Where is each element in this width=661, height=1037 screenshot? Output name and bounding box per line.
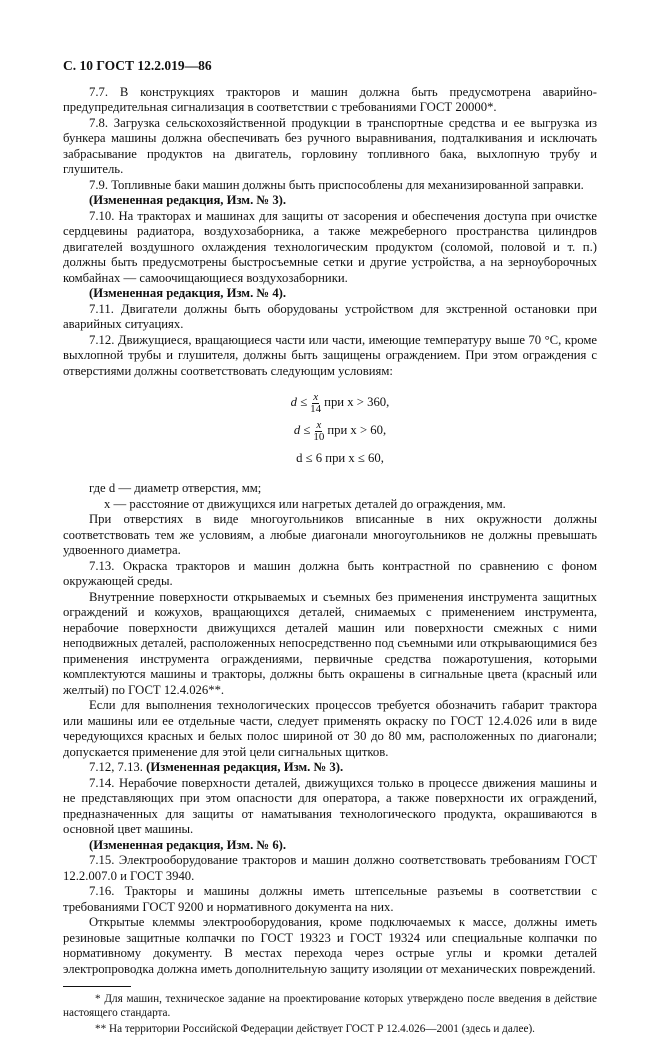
formula-condition: при x > 360, xyxy=(324,395,390,410)
formula-lhs: d ≤ 6 xyxy=(296,451,323,466)
footnote-1: * Для машин, техническое задание на проектирование которых утверждено после введения в действие настоящего стандарта. xyxy=(63,993,597,1019)
document-page xyxy=(63,58,597,1037)
clause-7-10: 7.10. На тракторах и машинах для защиты от засорения и обеспечения доступа при очистке сердцевины радиатора, воздухозаборника, а также межреберного пространства цилиндров двигателей воздушного охлаждения технологическим продуктом (соломой, половой и т. п.) должны быть предусмотрены быстросъемные сетки и другие устройства, а на зерноуборочных комбайнах — самоочищающиеся воздухозаборники. xyxy=(63,208,597,285)
inner-surfaces: Внутренние поверхности открываемых и съемных без применения инструмента защитных ограждений и кожухов, вращающихся деталей, снимаемых с применением инструмента, нерабочие поверхности движущихся деталей машин или поверхности смежных с ними неподвижных деталей, расположенных непосредственно под съемными или открывающимися без применения инструмента ограждениями, первичные средства пожаротушения, которыми комплектуются машины и тракторы, должны быть окрашены в сигнальные цвета (красный или желтый) по ГОСТ 12.4.026**. xyxy=(63,589,597,697)
clause-7-15: 7.15. Электрооборудование тракторов и машин должно соответствовать требованиям ГОСТ 12.2.007.0 и ГОСТ 3940. xyxy=(63,853,597,883)
formula-2 xyxy=(83,417,597,445)
formulas xyxy=(63,389,597,473)
clause-refs: 7.12, 7.13. xyxy=(89,760,147,774)
clause-7-13: 7.13. Окраска тракторов и машин должна быть контрастной по сравнению с фоном окружающей среды. xyxy=(63,558,597,588)
terminals: Открытые клеммы электрооборудования, кроме подключаемых к массе, должны иметь резиновые защитные колпачки по ГОСТ 19323 и ГОСТ 19324 или специальные колпачки по нормативному документу. В местах перехода через острые углы и кромки деталей электропроводка должна иметь дополнительную защиту изоляции от механических повреждений. xyxy=(63,915,597,976)
page-header: С. 10 ГОСТ 12.2.019—86 xyxy=(63,58,212,73)
revision-note: (Измененная редакция, Изм. № 3). xyxy=(89,193,287,207)
denominator: 10 xyxy=(313,430,325,443)
polygon-openings: При отверстиях в виде многоугольников вписанные в них окружности должны соответствовать тем же условиям, а любые диагонали многоугольников не должны превышать удвоенного диаметра. xyxy=(63,512,597,557)
clause-7-7: 7.7. В конструкциях тракторов и машин должна быть предусмотрена аварийно-предупредительная сигнализация в соответствии с требованиями ГОСТ 20000*. xyxy=(63,84,597,114)
dimension-marking: Если для выполнения технологических процессов требуется обозначить габарит трактора или машины или ее отдельные части, следует применять окраску по ГОСТ 12.4.026 или в виде чередующихся красных и белых полос шириной от 30 до 80 мм, расположенных по диагонали; допускается применение для этой цели сигнальных щитков. xyxy=(63,698,597,759)
revision-note: (Измененная редакция, Изм. № 4). xyxy=(89,286,287,300)
footnotes xyxy=(63,993,597,1037)
clause-7-12: 7.12. Движущиеся, вращающиеся части или части, имеющие температуру выше 70 °С, кроме выхлопной трубы и глушителя, должны быть защищены ограждением. При этом ограждения с отверстиями должны соответствовать следующим условиям: xyxy=(63,332,597,378)
numerator: x xyxy=(316,418,322,431)
formula-lhs: d ≤ xyxy=(290,395,308,410)
fraction xyxy=(310,392,321,415)
denominator: 14 xyxy=(310,402,322,415)
formula-1 xyxy=(83,389,597,417)
clause-7-8: 7.8. Загрузка сельскохозяйственной продукции в транспортные средства и ее выгрузка из бункера машины должна обеспечивать без ручного выравнивания, подталкивания и исключать забрасывание продуктов на двигатель, горловину топливного бака, выхлопную трубу и глушитель. xyxy=(63,115,597,176)
definition-x: x — расстояние от движущихся или нагретых деталей до ограждения, мм. xyxy=(104,496,506,511)
formula-lhs: d ≤ xyxy=(293,423,311,438)
clause-7-9: 7.9. Топливные баки машин должны быть приспособлены для механизированной заправки. xyxy=(89,177,584,192)
revision-note-7-12-7-13 xyxy=(63,760,597,776)
numerator: x xyxy=(313,390,319,403)
revision-note: (Измененная редакция, Изм. № 3). xyxy=(146,760,344,774)
fraction xyxy=(313,420,324,443)
clause-7-11: 7.11. Двигатели должны быть оборудованы устройством для экстренной остановки при аварийных ситуациях. xyxy=(63,301,597,331)
revision-note: (Измененная редакция, Изм. № 6). xyxy=(89,837,287,852)
clause-7-16: 7.16. Тракторы и машины должны иметь штепсельные разъемы в соответствии с требованиями ГОСТ 9200 и нормативного документа на них. xyxy=(63,884,597,914)
definition-d: где d — диаметр отверстия, мм; xyxy=(89,481,262,495)
footnote-divider xyxy=(63,986,131,987)
formula-condition: при x > 60, xyxy=(327,423,387,438)
formula-3 xyxy=(83,445,597,473)
footnote-2: ** На территории Российской Федерации действует ГОСТ Р 12.4.026—2001 (здесь и далее). xyxy=(95,1023,535,1035)
clause-7-14: 7.14. Нерабочие поверхности деталей, движущихся только в процессе движения машины и не представляющих при этом опасности для оператора, а также поверхности их ограждений, предназначенных для защиты от наматывания технологического продукта, окрашиваются в основной цвет машины. xyxy=(63,775,597,836)
formula-condition: при x ≤ 60, xyxy=(325,451,384,466)
